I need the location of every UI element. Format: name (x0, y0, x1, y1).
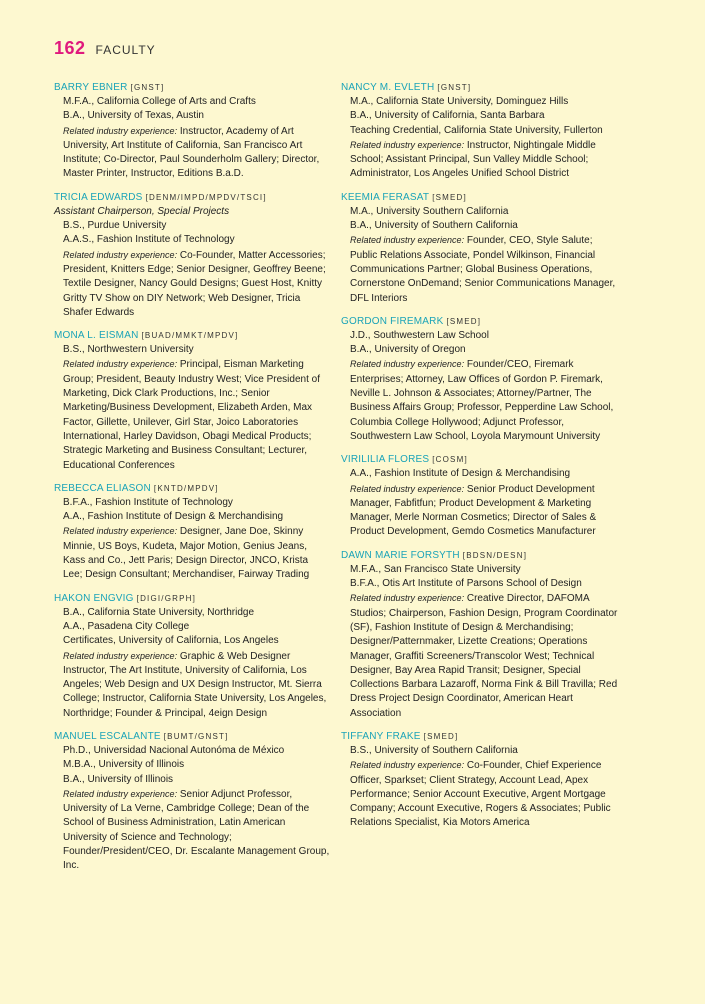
faculty-name-line (54, 329, 330, 343)
degree: M.A., California State University, Dominguez Hills (350, 96, 569, 107)
industry-experience (341, 758, 619, 830)
industry-experience (54, 524, 330, 582)
faculty-name-line (54, 81, 330, 95)
faculty-name: NANCY M. EVLETH (341, 82, 435, 93)
industry-experience (54, 649, 330, 721)
experience-text: Senior Product Development Manager, Fabfitfun; Product Development & Marketing Manager, Merle Norman Cosmetics; Director of Sales & Product Development, Gemdo Cosmetics Manufacturer (350, 483, 597, 538)
degree: B.A., University of Oregon (350, 344, 466, 356)
faculty-entry (341, 453, 619, 539)
degree: B.A., University of California, Santa Barbara (350, 110, 545, 122)
industry-experience (54, 124, 330, 182)
degree: B.A., University of Texas, Austin (63, 110, 204, 122)
faculty-name: HAKON ENGVIG (54, 592, 134, 604)
faculty-name-line (54, 592, 330, 606)
degree: M.B.A., University of Illinois (63, 759, 185, 771)
degree: B.F.A., Fashion Institute of Technology (63, 496, 233, 508)
faculty-name-line (341, 315, 619, 329)
department-code: [BUAD/MMKT/MPDV] (141, 331, 239, 341)
degree: A.A., Fashion Institute of Design & Merchandising (350, 468, 571, 480)
section-title: FACULTY (95, 43, 156, 57)
faculty-name-line (54, 191, 330, 205)
experience-text: Principal, Eisman Marketing Group; President, Beauty Industry West; Vice President of Marketing, Dick Clark Productions, Inc.; Senior Marketing/Business Development, Elizabeth Arden, Max Factor, Gillette, Unilever, Girl Star, Joico Laboratories International, Harley Davidson, Obagi Medical Products; Strategic Marketing and Business Consultant; Lecturer, Educational Conferences (63, 359, 320, 471)
faculty-name: GORDON FIREMARK (341, 315, 444, 327)
degree: Ph.D., Universidad Nacional Autonóma de México (63, 744, 285, 756)
experience-text: Instructor, Academy of Art University, Art Institute of California, San Francisco Art Institute; Co-Director, Paul Sounderholm Gallery; Director, Master Printer, Instructor, Editions B.a.D. (63, 125, 320, 180)
department-code: [SMED] (423, 731, 459, 741)
degree: B.A., California State University, Northridge (63, 606, 255, 618)
degree: M.F.A., California College of Arts and Crafts (63, 96, 256, 107)
degree: B.S., Purdue University (63, 220, 167, 232)
experience-label: Related industry experience: (63, 125, 178, 136)
degree: A.A., Fashion Institute of Design & Merchandising (63, 511, 284, 523)
department-code: [SMED] (432, 192, 467, 202)
degree: B.S., Northwestern University (63, 344, 194, 356)
industry-experience (341, 591, 619, 721)
degree: M.A., University Southern California (350, 205, 509, 217)
department-code: [SMED] (446, 316, 482, 326)
left-column (54, 81, 330, 883)
degree: Teaching Credential, California State University, Fullerton (350, 124, 603, 136)
experience-label: Related industry experience: (63, 526, 178, 537)
experience-label: Related industry experience: (350, 483, 465, 494)
faculty-name-line (54, 730, 330, 744)
experience-text: Instructor, Nightingale Middle School; Assistant Principal, Sun Valley Middle School; Administrator, Los Angeles Unified School District (350, 139, 596, 180)
faculty-entry (341, 81, 619, 182)
faculty-name: KEEMIA FERASAT (341, 191, 430, 203)
right-column (341, 81, 619, 840)
faculty-entry (341, 191, 619, 306)
faculty-name-line (341, 549, 619, 563)
degree: M.F.A., San Francisco State University (350, 563, 521, 575)
experience-text: Designer, Jane Doe, Skinny Minnie, US Boys, Kudeta, Major Motion, Genius Jeans, Kass and Co., Jett Paris; Design Director, JNCO, Krista Lee; Design Consultant; Merchandiser, Fairway Trading (63, 526, 310, 581)
department-code: [GNST] (437, 83, 472, 92)
experience-label: Related industry experience: (350, 760, 465, 771)
faculty-name-line (54, 482, 330, 496)
experience-text: Graphic & Web Designer Instructor, The Art Institute, University of California, Los Angeles; Web Design and UX Design Instructor, Mt. Sierra College; Instructor, California State University, Los Angeles, Northridge; Founder & Principal, 4eign Design (63, 650, 327, 719)
page-header (54, 38, 156, 59)
department-code: [DIGI/GRPH] (136, 593, 197, 603)
degree: B.A., University of Illinois (63, 773, 174, 785)
industry-experience (54, 248, 330, 320)
experience-text: Founder, CEO, Style Salute; Public Relations Associate, Pondel Wilkinson, Financial Communications Partner; Global Business Operations, Cornerstone OnDemand; Senior Communications Manager, DFL Interiors (350, 235, 616, 304)
department-code: [BDSN/DESN] (462, 550, 528, 560)
experience-label: Related industry experience: (350, 593, 465, 604)
faculty-name: BARRY EBNER (54, 82, 128, 93)
degree: J.D., Southwestern Law School (350, 329, 489, 341)
industry-experience (341, 482, 619, 540)
experience-label: Related industry experience: (63, 249, 178, 260)
industry-experience (341, 138, 619, 182)
department-code: [BUMT/GNST] (163, 731, 229, 741)
experience-label: Related industry experience: (350, 139, 465, 150)
faculty-entry (54, 592, 330, 721)
department-code: [COSM] (432, 455, 468, 465)
degree: B.F.A., Otis Art Institute of Parsons School of Design (350, 578, 582, 590)
experience-text: Co-Founder, Chief Experience Officer, Sparkset; Client Strategy, Account Lead, Apex Performance; Senior Account Executive, Argent Mortgage Company; Account Executive, Rogers & Associates; Public Relations Specialist, Kia Motors America (350, 760, 611, 829)
faculty-name-line (341, 730, 619, 744)
department-code: [DENM/IMPD/MPDV/TSCI] (145, 192, 267, 202)
degree: B.A., University of Southern California (350, 220, 518, 232)
experience-text: Senior Adjunct Professor, University of La Verne, Cambridge College; Dean of the School of Business Administration, Latin American University of Science and Technology; Founder/President/CEO, Dr. Escalante Management Group, Inc. (63, 788, 330, 872)
faculty-name: TIFFANY FRAKE (341, 730, 421, 742)
faculty-name-line (341, 81, 619, 95)
industry-experience (54, 357, 330, 472)
experience-label: Related industry experience: (350, 235, 465, 246)
faculty-entry (341, 730, 619, 831)
experience-label: Related industry experience: (63, 359, 178, 370)
faculty-entry (54, 81, 330, 182)
industry-experience (341, 233, 619, 305)
degree: B.S., University of Southern California (350, 744, 518, 756)
faculty-name: DAWN MARIE FORSYTH (341, 549, 460, 561)
faculty-role: Assistant Chairperson, Special Projects (54, 205, 230, 217)
degree: A.A.S., Fashion Institute of Technology (63, 234, 235, 246)
experience-text: Co-Founder, Matter Accessories; President, Knitters Edge; Senior Designer, Geoffrey Beene; Textile Designer, Nancy Gould Designs; Guest Host, Knitty Gritty TV Show on DIY Network; Web Designer, Tricia Shafer Edwards (63, 249, 326, 318)
faculty-name: TRICIA EDWARDS (54, 191, 143, 203)
faculty-name: VIRILILIA FLORES (341, 454, 430, 466)
degree: A.A., Pasadena City College (63, 620, 190, 632)
faculty-entry (54, 191, 330, 320)
page-number: 162 (54, 38, 86, 58)
experience-label: Related industry experience: (63, 650, 178, 661)
faculty-name-line (341, 191, 619, 205)
faculty-entry (341, 315, 619, 444)
faculty-name: MANUEL ESCALANTE (54, 730, 161, 742)
industry-experience (54, 787, 330, 874)
faculty-entry (54, 482, 330, 583)
department-code: [KNTD/MPDV] (153, 483, 219, 493)
industry-experience (341, 357, 619, 444)
degree: Certificates, University of California, Los Angeles (63, 635, 279, 647)
experience-label: Related industry experience: (63, 788, 178, 799)
faculty-name: MONA L. EISMAN (54, 330, 139, 342)
experience-label: Related industry experience: (350, 359, 465, 370)
experience-text: Founder/CEO, Firemark Enterprises; Attorney, Law Offices of Gordon P. Firemark, Neville L. Johnson & Associates; Attorney/Partner, The Business Affairs Group; Professor, Pepperdine Law School, Columbia College Hollywood; Adjunct Professor, Southwestern Law School, Loyola Marymount University (350, 359, 614, 442)
experience-text: Creative Director, DAFOMA Studios; Chairperson, Fashion Design, Program Coordinator (SF), Fashion Institute of Design & Merchandising; Designer/Patternmaker, Lizette Creations; Operations Manager, Graffiti Screeners/Transcolor West; Technical Designer, Bay Area Rapid Transit; Designer, Special Collections Barbara Lazaroff, Norma Fink & Bill Travilla; Red Dress Project Design Coordinator, American Heart Association (350, 593, 618, 719)
faculty-entry (54, 329, 330, 473)
faculty-name-line (341, 453, 619, 467)
faculty-name: REBECCA ELIASON (54, 482, 151, 494)
faculty-entry (341, 549, 619, 721)
department-code: [GNST] (130, 83, 165, 92)
faculty-entry (54, 730, 330, 874)
